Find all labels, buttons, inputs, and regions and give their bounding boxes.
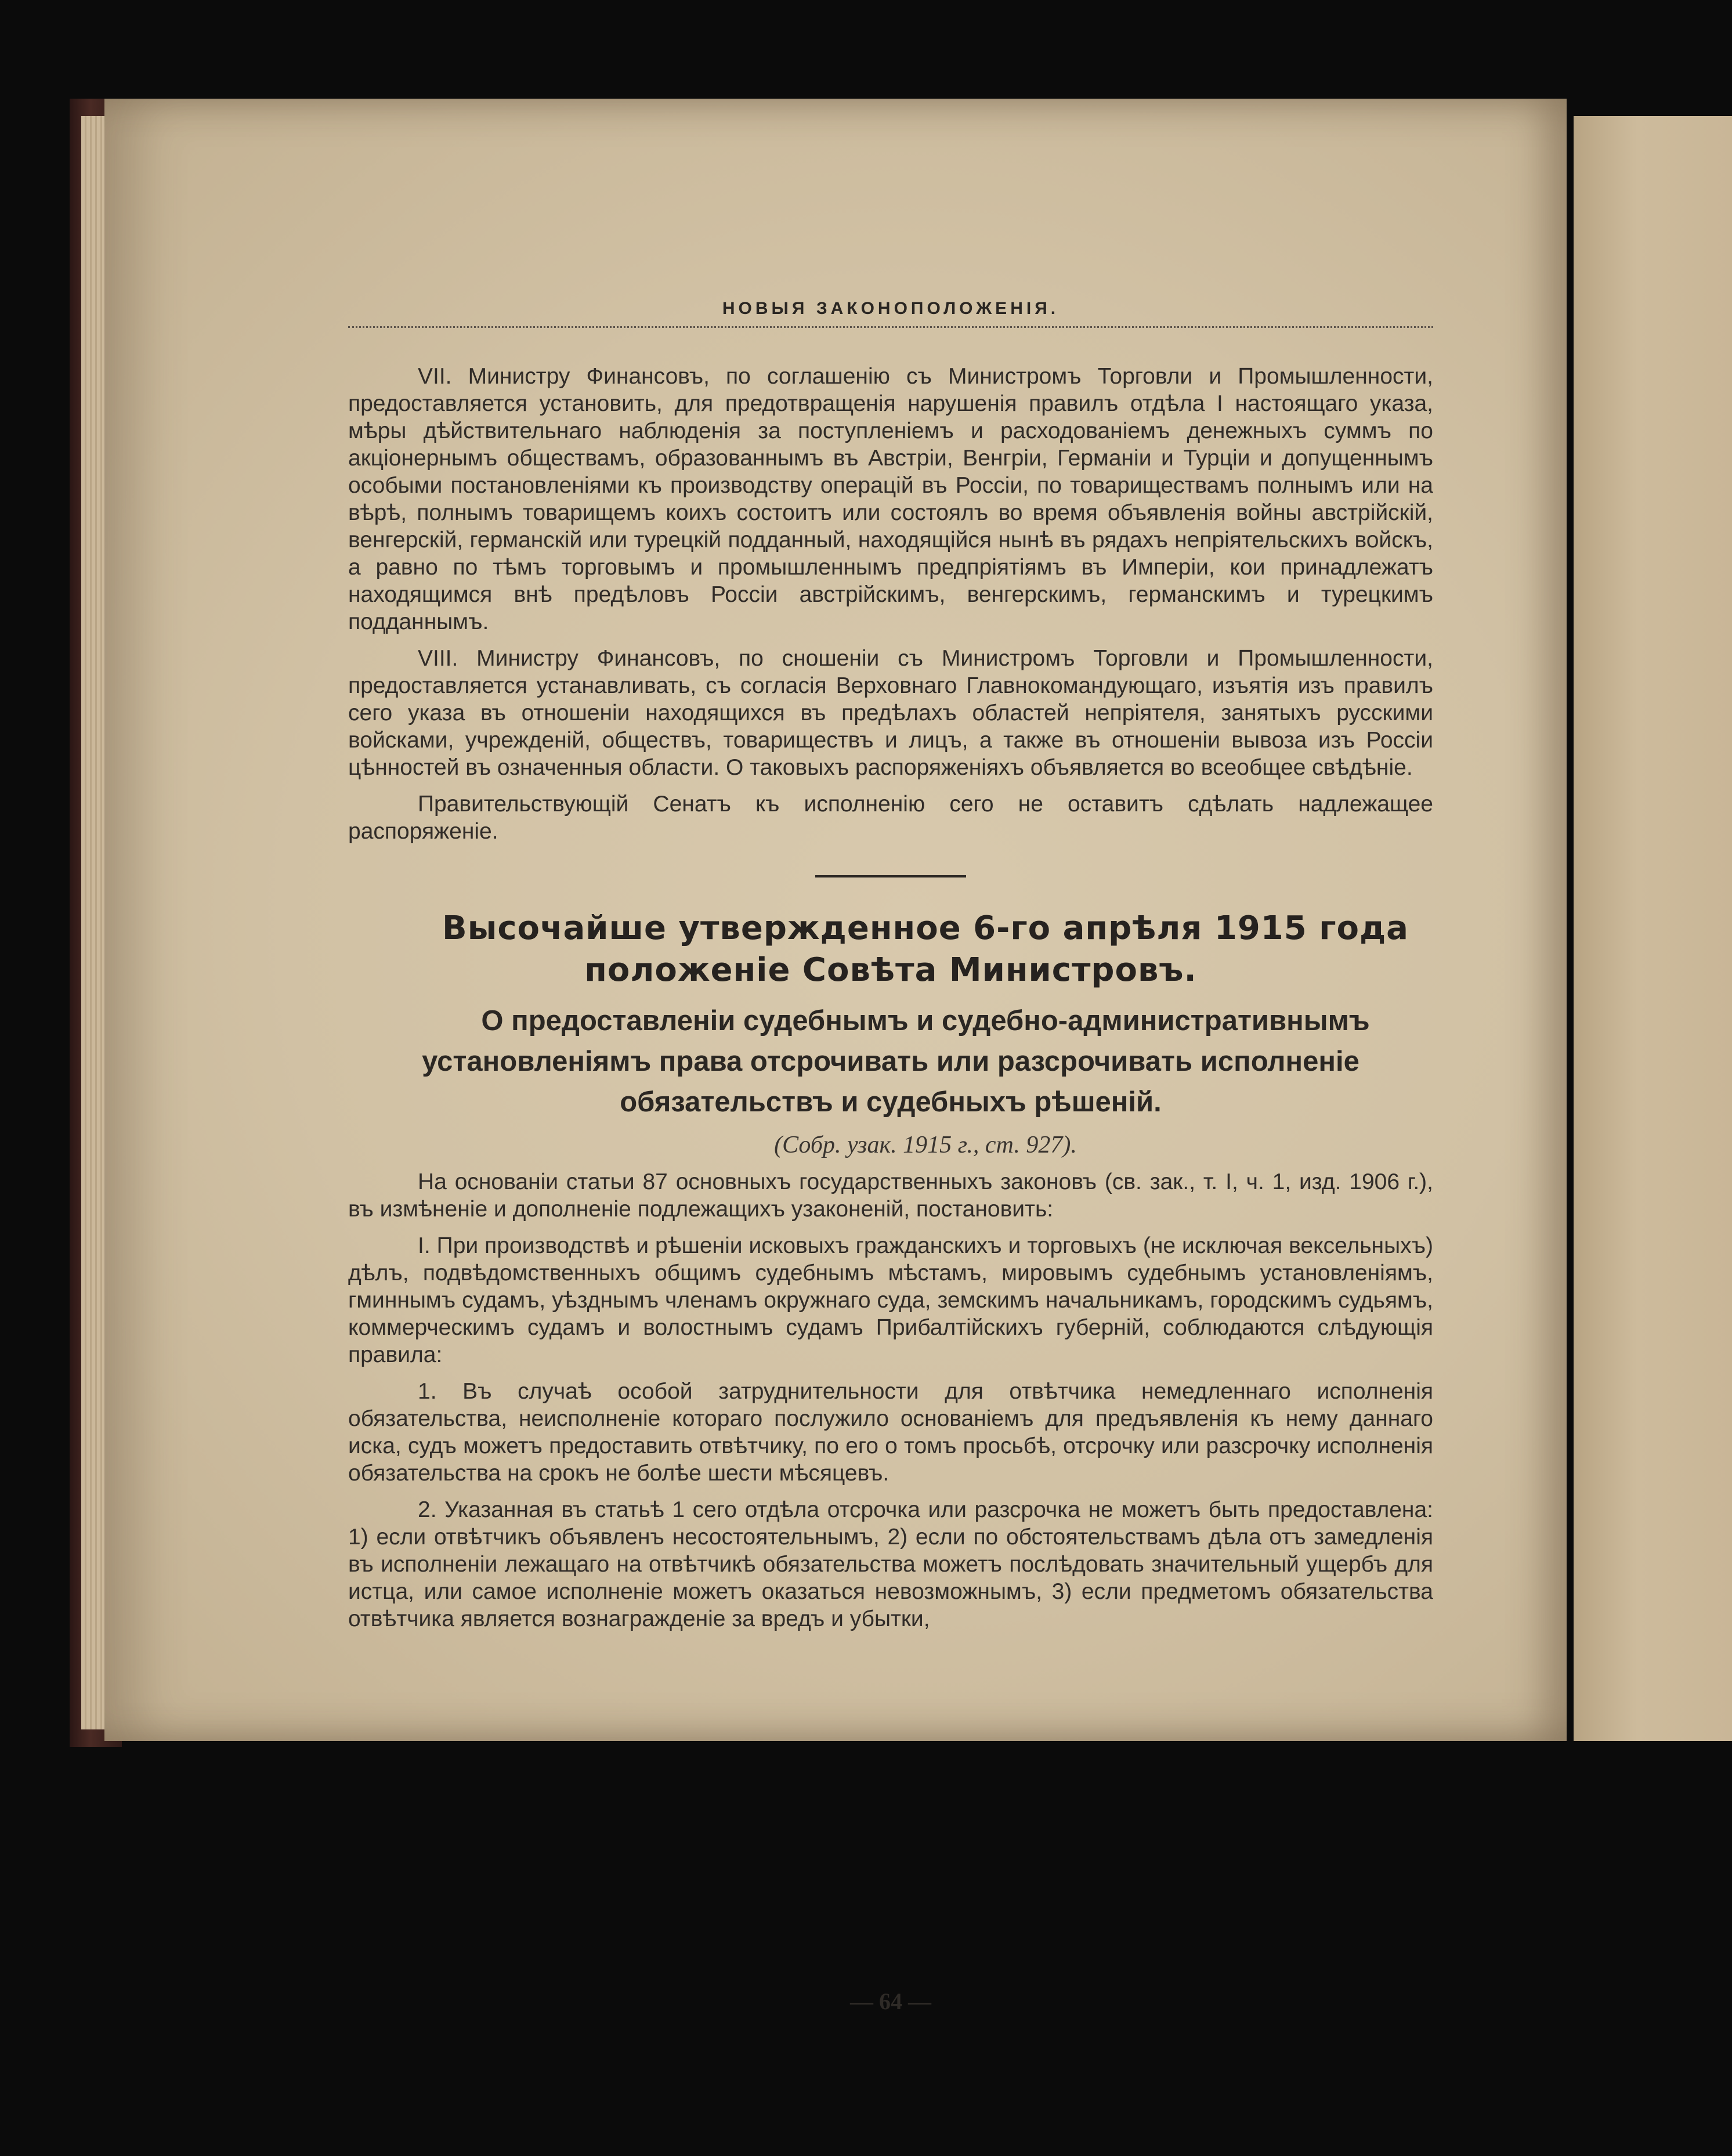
paragraph-vii: VII. Министру Финансовъ, по соглашенію съ Министромъ Торговли и Промышленности, предоставляется установить, для предотвращенія нарушенія правилъ отдѣла I настоящаго указа, мѣры дѣйствительнаго наблюденія за поступленіемъ и расходованіемъ денежныхъ суммъ по акціонернымъ обществамъ, образованнымъ въ Австріи, Венгріи, Германіи и Турціи и допущеннымъ особыми постановленіями къ производству операцій въ Россіи, по товариществамъ полнымъ или на вѣрѣ, полнымъ товарищемъ коихъ состоитъ или состоялъ во время объявленія войны австрійскій, венгерскій, германскій или турецкій подданный, находящійся нынѣ въ рядахъ непріятельскихъ войскъ, а равно по тѣмъ торговымъ и промышленнымъ предпріятіямъ въ Имперіи, кои принадлежатъ находящимся внѣ предѣловъ Россіи австрійскимъ, венгерскимъ, германскимъ и турецкимъ подданнымъ. (348, 364, 1433, 634)
paragraph-2: 2. Указанная въ статьѣ 1 сего отдѣла отсрочка или разсрочка не можетъ быть предоставлена: 1) если отвѣтчикъ объявленъ несостоятельнымъ, 2) если по обстоятельствамъ дѣла отъ замедленія въ исполненіи лежащаго на отвѣтчикѣ обязательства можетъ послѣдовать значительный ущербъ для истца, или самое исполненіе можетъ оказаться невозможнымъ, 3) если предметомъ обязательства отвѣтчика является вознагражденіе за вредъ и убытки, (348, 1497, 1433, 1631)
paragraph-intro: На основаніи статьи 87 основныхъ государственныхъ законовъ (св. зак., т. I, ч. 1, изд. 1906 г.), въ измѣненіе и дополненіе подлежащихъ узаконеній, постановить: (348, 1169, 1433, 1222)
book-page (104, 99, 1567, 2014)
running-head: НОВЫЯ ЗАКОНОПОЛОЖЕНІЯ. (722, 299, 1060, 318)
page-number: — 64 — (850, 1988, 931, 2014)
running-head-rule (348, 326, 1433, 328)
section-heading: Высочайше утвержденное 6-го апрѣля 1915 года положеніе Совѣта Министровъ. (442, 909, 1409, 989)
paragraph-1: 1. Въ случаѣ особой затруднительности для отвѣтчика немедленнаго исполненія обязательства, неисполненіе котораго послужило основаніемъ для предъявленія къ нему даннаго иска, судъ можетъ предоставить отвѣтчику, по его о томъ просьбѣ, отсрочку или разсрочку исполненія обязательства на срокъ не болѣе шести мѣсяцевъ. (348, 1379, 1433, 1486)
source-citation: (Собр. узак. 1915 г., ст. 927). (774, 1132, 1077, 1158)
facing-page-edge (1574, 116, 1732, 1741)
paragraph-i: I. При производствѣ и рѣшеніи исковыхъ гражданскихъ и торговыхъ (не исключая вексельныхъ) дѣлъ, подвѣдомственныхъ общимъ судебнымъ мѣстамъ, мировымъ судебнымъ установленіямъ, гминнымъ судамъ, уѣзднымъ членамъ окружнаго суда, земскимъ начальникамъ, городскимъ судьямъ, коммерческимъ судамъ и волостнымъ судамъ Прибалтійскихъ губерній, соблюдаются слѣдующія правила: (348, 1233, 1433, 1367)
section-subheading: О предоставленіи судебнымъ и судебно-административнымъ установленіямъ права отсрочивать или разсрочивать исполненіе обязательствъ и судебныхъ рѣшеній. (422, 1005, 1370, 1118)
paragraph-viii: VIII. Министру Финансовъ, по сношеніи съ Министромъ Торговли и Промышленности, предоставляется устанавливать, съ согласія Верховнаго Главнокомандующаго, изъятія изъ правилъ сего указа въ отношеніи находящихся въ предѣлахъ областей непріятеля, занятыхъ русскими войсками, учрежденій, обществъ, товариществъ и лицъ, а также въ отношеніи вывоза изъ Россіи цѣнностей въ означенныя области. О таковыхъ распоряженіяхъ объявляется во всеобщее свѣдѣніе. (348, 646, 1433, 780)
body-text (348, 363, 1433, 1642)
section-divider (815, 875, 966, 877)
paragraph-senate: Правительствующій Сенатъ къ исполненію сего не оставитъ сдѣлать надлежащее распоряженіе. (348, 792, 1433, 844)
